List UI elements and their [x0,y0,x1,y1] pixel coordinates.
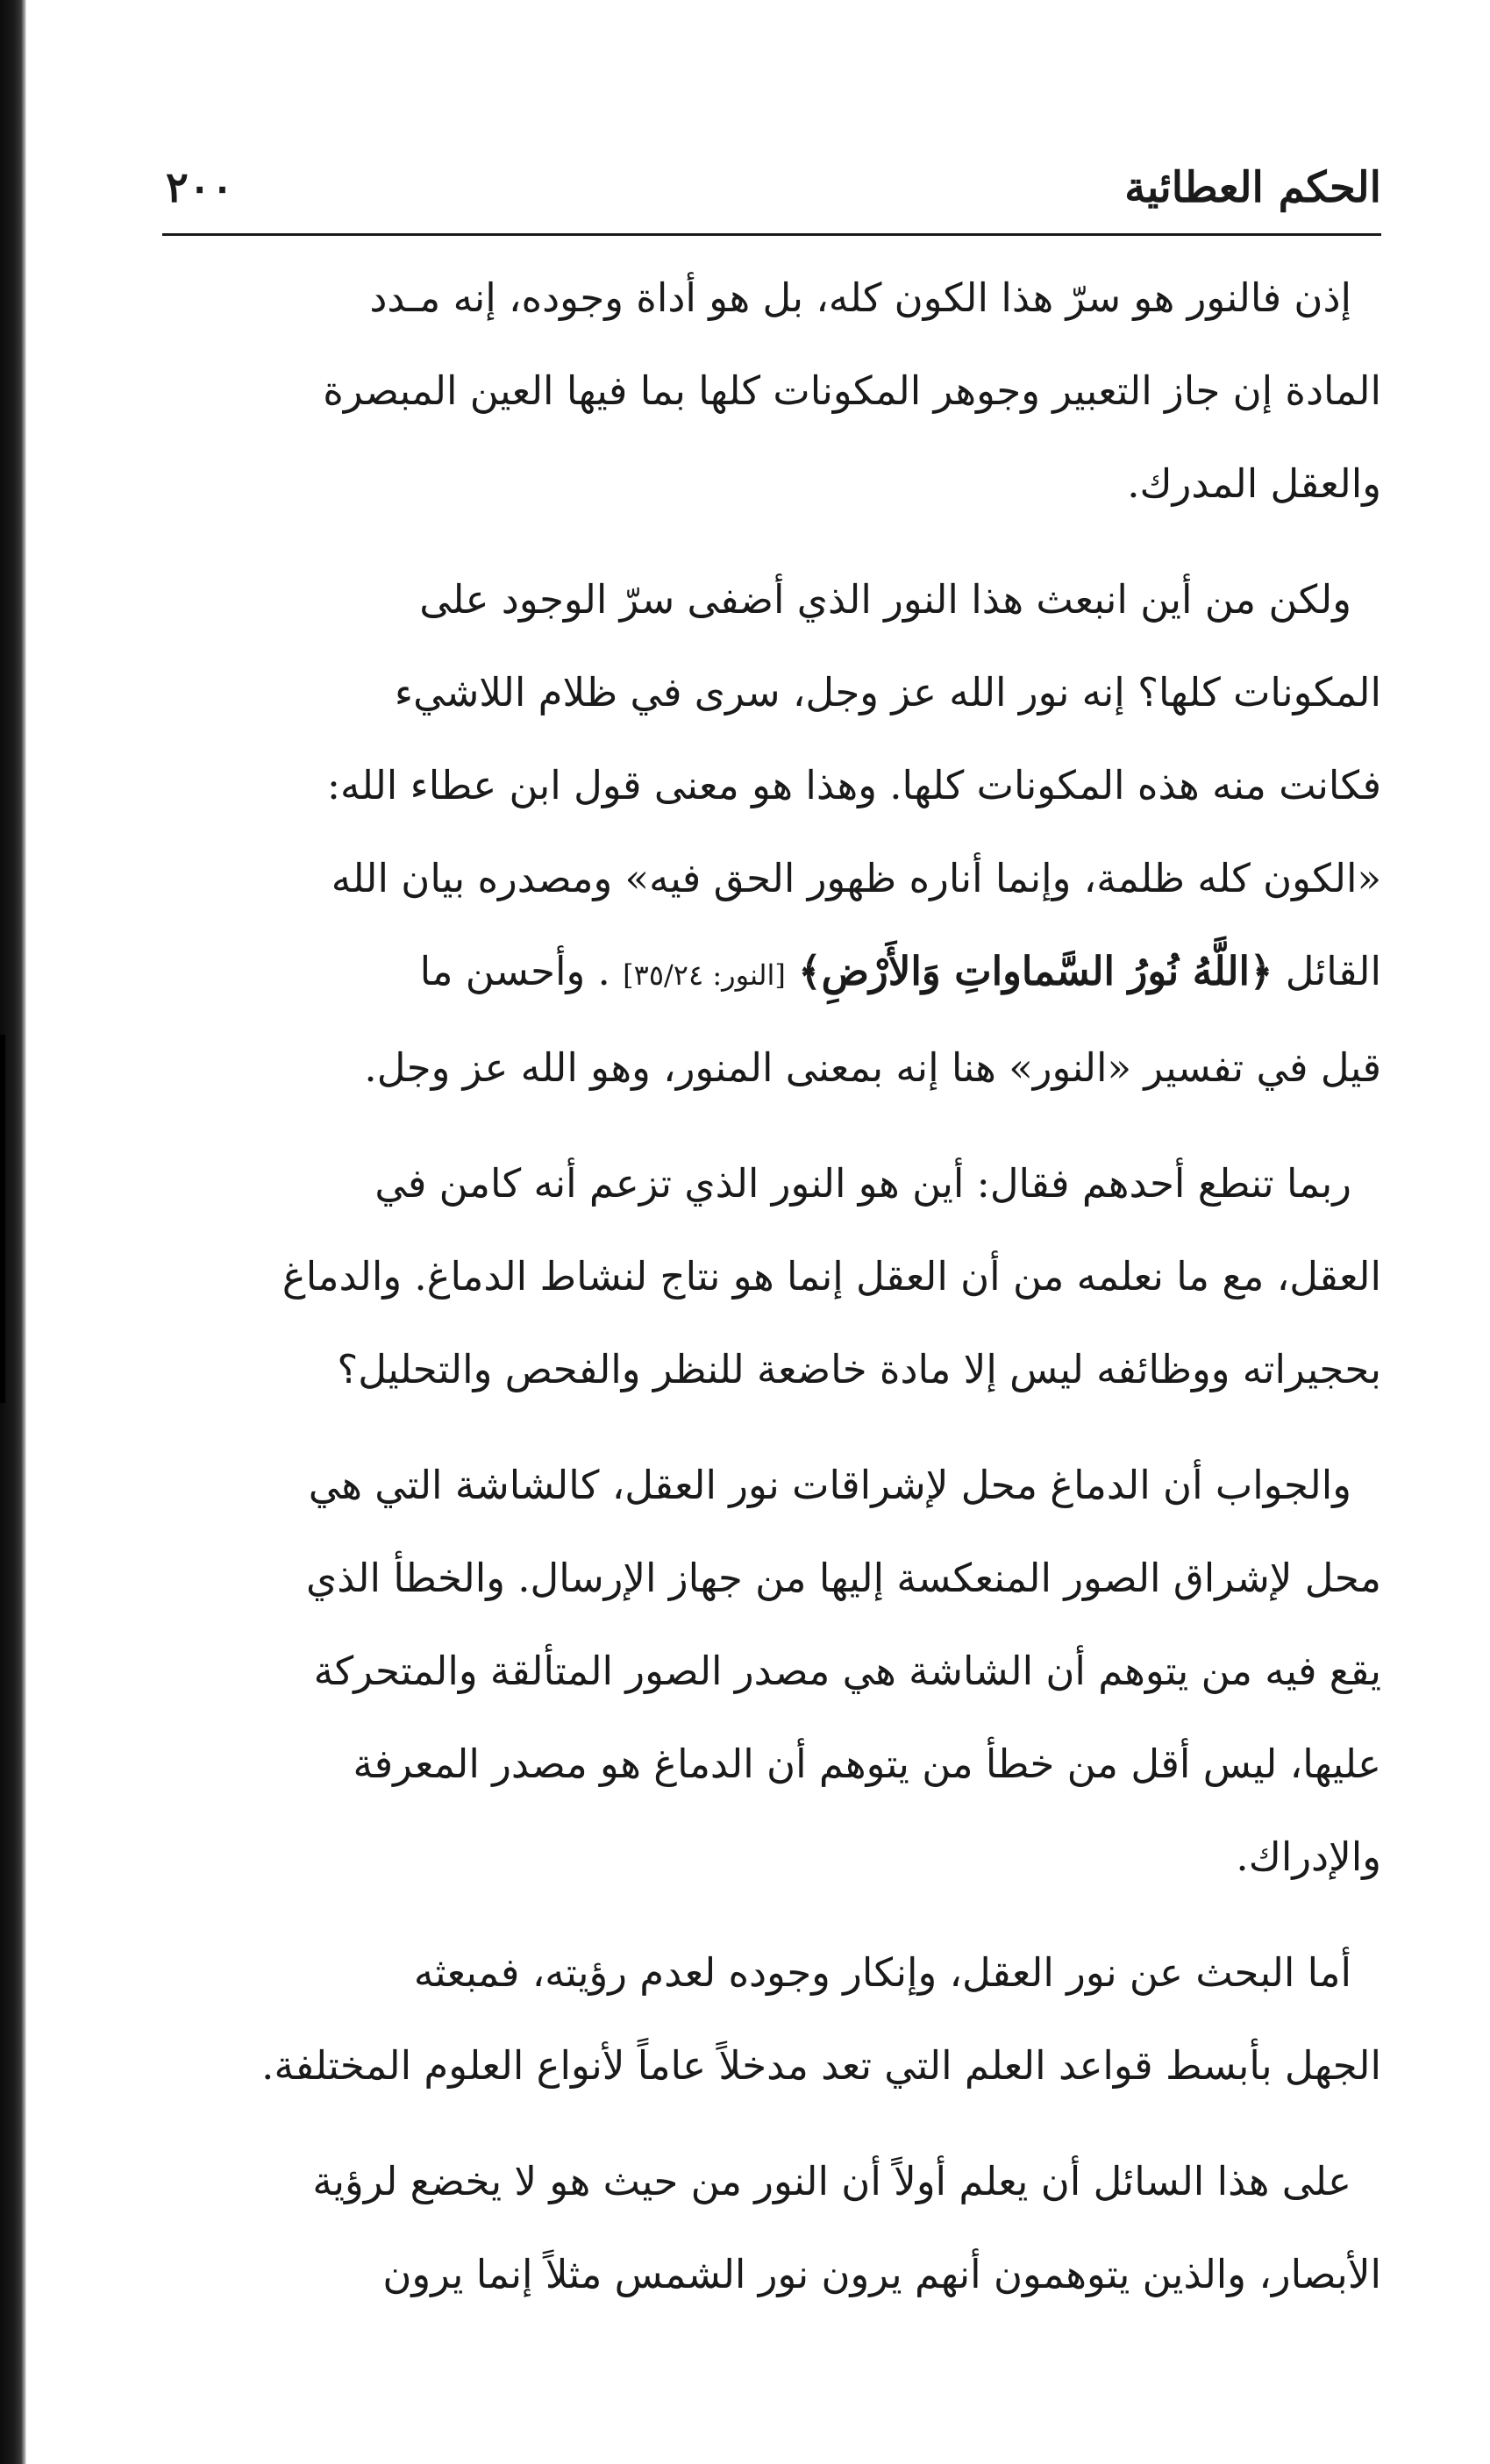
text-line: العقل، مع ما نعلمه من أن العقل إنما هو نتاج لنشاط الدماغ. والدماغ [282,1253,1381,1300]
text-line: عليها، ليس أقل من خطأ من يتوهم أن الدماغ هو مصدر المعرفة [353,1741,1381,1787]
book-title: الحكم العطائية [1124,163,1381,212]
text-line: إذن فالنور هو سرّ هذا الكون كله، بل هو أداة وجوده، إنه مـدد [369,274,1351,321]
text-line: «الكون كله ظلمة، وإنما أناره ظهور الحق فيه» ومصدره بيان الله [331,855,1381,901]
text-line: فكانت منه هذه المكونات كلها. وهذا هو معنى قول ابن عطاء الله: [326,762,1381,808]
book-page [162,149,1381,2344]
text-line: على هذا السائل أن يعلم أولاً أن النور من حيث هو لا يخضع لرؤية [312,2158,1351,2204]
text-line: ولكن من أين انبعث هذا النور الذي أضفى سرّ الوجود على [419,576,1351,623]
text-line: بحجيراته ووظائفه ليس إلا مادة خاضعة للنظر والفحص والتحليل؟ [337,1346,1381,1392]
paragraph-3 [162,1137,1381,1416]
text-line: الأبصار، والذين يتوهمون أنهم يرون نور الشمس مثلاً إنما يرون [382,2251,1381,2297]
verse-reference: [النور: ٣٥/٢٤] [623,958,786,992]
text-line: قيل في تفسير «النور» هنا إنه بمعنى المنور، وهو الله عز وجل. [364,1044,1381,1091]
paragraph-6 [162,2135,1381,2321]
text-line: المكونات كلها؟ إنه نور الله عز وجل، سرى في ظلام اللاشيء [394,669,1381,716]
text-line: أما البحث عن نور العقل، وإنكار وجوده لعدم رؤيته، فمبعثه [413,1949,1351,1996]
paragraph-2 [162,553,1381,1114]
text-line: الجهل بأبسط قواعد العلم التي تعد مدخلاً عاماً لأنواع العلوم المختلفة. [261,2042,1381,2089]
scan-binding-shadow [0,1035,5,1403]
text-fragment: . وأحسن ما [419,948,610,994]
quran-citation-line [162,925,1381,1022]
text-fragment: القائل [1285,948,1381,994]
text-line: والجواب أن الدماغ محل لإشراقات نور العقل، كالشاشة التي هي [308,1462,1351,1508]
text-line: المادة إن جاز التعبير وجوهر المكونات كلها بما فيها العين المبصرة [323,367,1381,414]
quran-verse: ﴿اللَّهُ نُورُ السَّماواتِ وَالأَرْضِ﴾ [798,948,1273,994]
body-text [162,252,1381,2321]
text-line: محل لإشراق الصور المنعكسة إليها من جهاز الإرسال. والخطأ الذي [305,1555,1381,1601]
text-line: والإدراك. [1236,1834,1381,1880]
text-line: والعقل المدرك. [1127,460,1381,507]
text-line: ربما تنطع أحدهم فقال: أين هو النور الذي تزعم أنه كامن في [374,1160,1351,1207]
running-header [162,149,1381,236]
page-number: ٢٠٠ [166,163,234,212]
paragraph-4 [162,1439,1381,1904]
paragraph-1 [162,252,1381,531]
paragraph-5 [162,1926,1381,2112]
text-line: يقع فيه من يتوهم أن الشاشة هي مصدر الصور المتألقة والمتحركة [313,1648,1381,1694]
